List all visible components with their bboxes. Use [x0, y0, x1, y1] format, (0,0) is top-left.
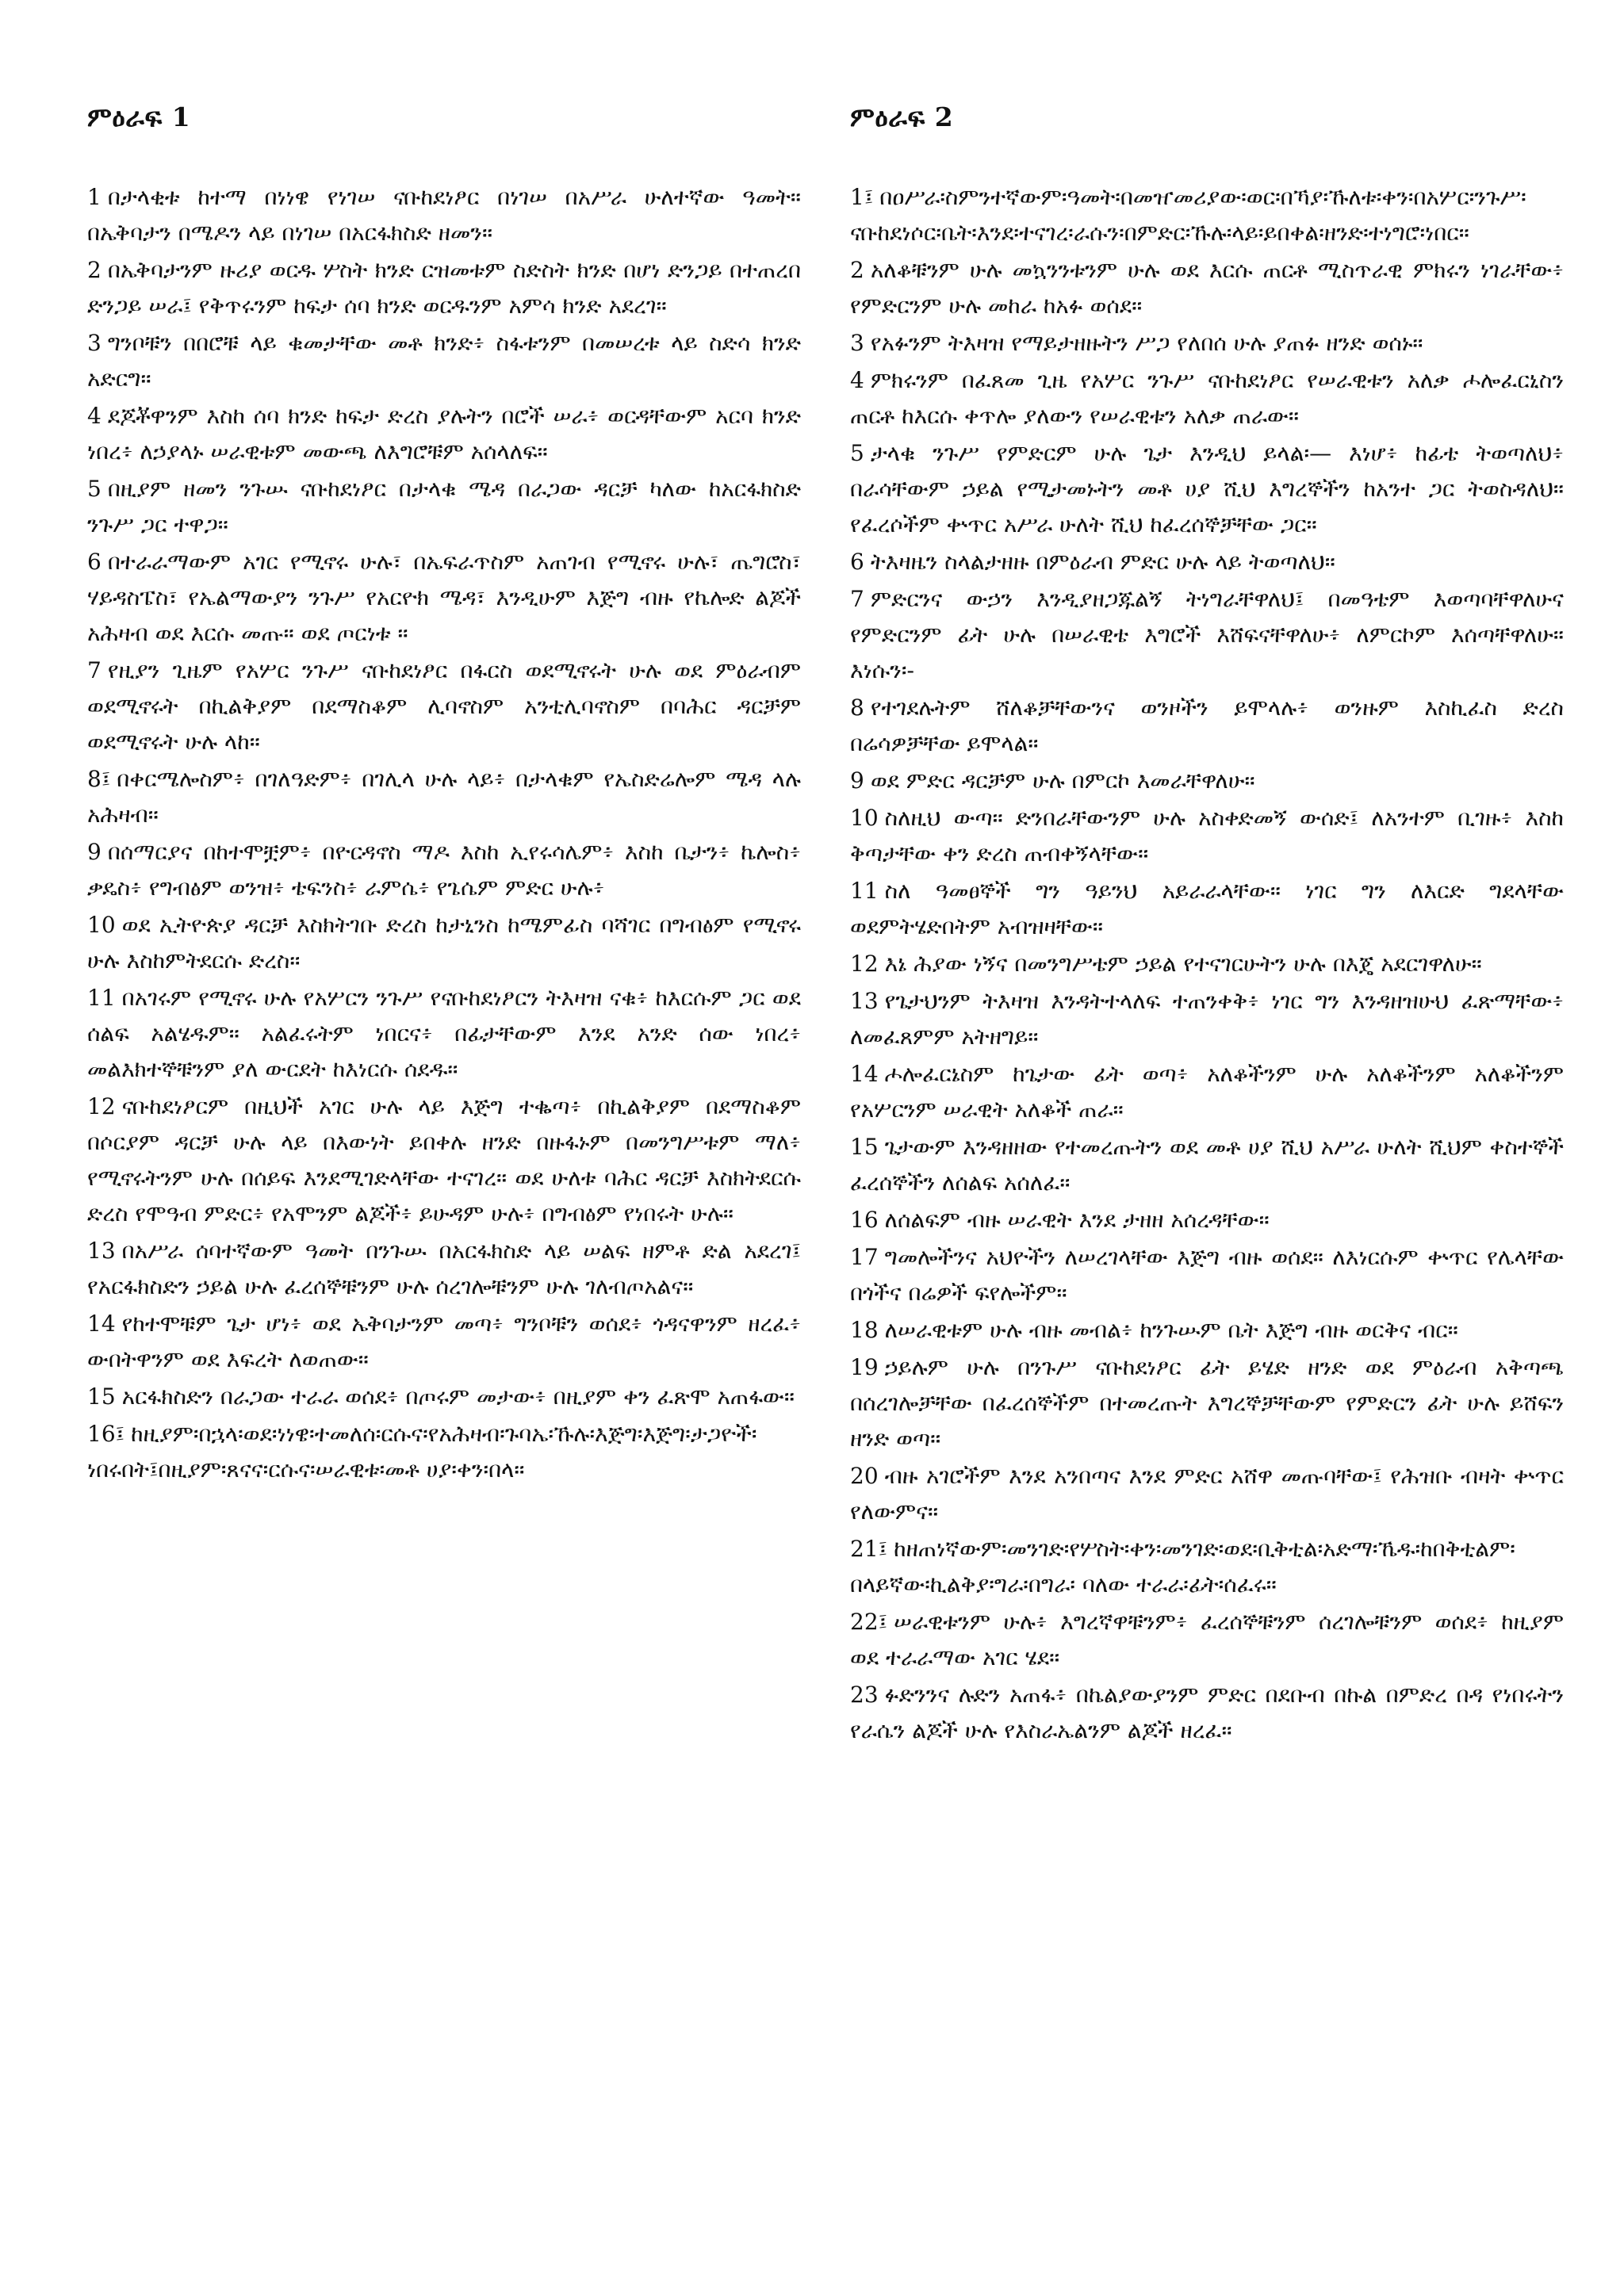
verse: [850, 1349, 1564, 1456]
verse: [850, 946, 1564, 982]
verse-number: 18: [850, 1317, 879, 1343]
verse: [850, 435, 1564, 542]
verse-text: በታላቂቱ ከተማ በነነዌ የነገሠ ናቡከደነፆር በነገሠ በአሥራ ሁለተኛው ዓመት። በኤቅባታን በሜዶን ላይ በነገሠ በአርፋክስድ ዘመን።: [87, 184, 801, 246]
verse-text: ኃይሉም ሁሉ በንጉሥ ናቡከደነፆር ፊት ይሄድ ዘንድ ወደ ምዕራብ አቅጣጫ በሰረገሎቻቸው በፈረሰኞችም በተመረጡት እግረኞቻቸውም የምድርን ፊት ሁሉ ይሸፍን ዘንድ ወጣ።: [850, 1354, 1564, 1452]
verse-number: 5: [87, 476, 102, 502]
verse-number: 17: [850, 1244, 879, 1270]
verse: [850, 873, 1564, 944]
verse: [87, 544, 801, 651]
verse: [87, 1379, 801, 1414]
verse: [87, 325, 801, 396]
verse-number: 13: [87, 1238, 116, 1264]
verse-number: 2: [87, 257, 102, 283]
chapter-2-column: [850, 101, 1564, 1750]
verse-text: ሠራዊቱንም ሁሉ፥ እግረኛዋቹንም፥ ፈረሰኞቹንም ሰረገሎቹንም ወሰደ፥ ከዚያም ወደ ተራራማው አገር ሄደ።: [850, 1609, 1564, 1670]
verse: [87, 1089, 801, 1231]
verse-number: 2: [850, 257, 864, 283]
verse-text: ለሠራዊቱም ሁሉ ብዙ መብል፥ ከንጉሡም ቤት እጅግ ብዙ ወርቅና ብር።: [884, 1317, 1458, 1343]
verse-number: 10: [87, 912, 116, 938]
verse-text: ደጆቾዋንም እስከ ሰባ ክንድ ከፍታ ድረስ ያሉትን በሮች ሠራ፥ ወርዳቸውም አርባ ክንድ ነበረ፥ ለኃያላኑ ሠራዊቱም መውጫ ለእግሮቹም አሰላለፍ።: [87, 403, 801, 465]
verse: [850, 179, 1564, 251]
verse-text: በቀርሜሎስም፥ በገለዓድም፥ በገሊላ ሁሉ ላይ፥ በታላቁም የኤስድሬሎም ሜዳ ላሉ አሕዛብ።: [87, 766, 801, 828]
verse-text: ከዚያም፡በኋላ፡ወደ፡ነነዌ፡ተመለሰ፡ርሱና፡የአሕዛብ፡ጉባኤ፡ኹሉ፡እጅግ፡እጅግ፡ታጋዮች፡ነበሩበት፤በዚያም፡ጸናና፡ርሱና፡ሠራዊቱ፡መቶ ሀያ፡ቀን፡በላ።: [87, 1421, 757, 1483]
verse-text: ሖሎፈርኔስም ከጌታው ፊት ወጣ፥ አለቆችንም ሁሉ አለቆችንም አለቆችንም የአሦርንም ሠራዊት አለቆች ጠራ።: [850, 1061, 1564, 1123]
verse-number: 6: [850, 549, 864, 575]
verse-number: 21፤: [850, 1536, 888, 1562]
verse-text: የከተሞቹም ጌታ ሆነ፥ ወደ ኤቅባታንም መጣ፥ ግንቦቹን ወሰደ፥ ጎዳናዋንም ዘረፈ፥ ውበትዋንም ወደ እፍረት ለወጠው።: [87, 1311, 801, 1372]
verse-text: በተራራማውም አገር የሚኖሩ ሁሉ፣ በኤፍራጥስም አጠገብ የሚኖሩ ሁሉ፣ ጤግሮስ፣ ሃይዳስፔስ፣ የኤልማውያን ንጉሥ የአርዮክ ሜዳ፣ እንዲሁም እጅግ ብዙ የኬሎድ ልጆች አሕዛብ ወደ እርሱ መጡ። ወደ ጦርነቱ ።: [87, 549, 801, 646]
verse: [850, 362, 1564, 434]
verse: [850, 252, 1564, 323]
verse-number: 4: [850, 367, 864, 393]
verse-number: 16: [850, 1207, 879, 1233]
chapter-1-verses: [87, 179, 801, 1487]
verse: [850, 1312, 1564, 1348]
verse-number: 20: [850, 1463, 879, 1489]
verse: [850, 1677, 1564, 1748]
verse-text: በዚያም ዘመን ንጉሡ ናቡከደነፆር በታላቁ ሜዳ በራጋው ዳርቻ ካለው ከአርፋክስድ ንጉሥ ጋር ተዋጋ።: [87, 476, 801, 538]
verse-number: 1: [87, 184, 102, 210]
verse: [850, 325, 1564, 361]
verse: [850, 1458, 1564, 1529]
chapter-1-column: [87, 101, 801, 1489]
verse-text: ስለዚህ ውጣ። ድንበራቸውንም ሁሉ አስቀድመኝ ውሰድ፤ ለአንተም ቢገዙ፥ እስከ ቅጣታቸው ቀን ድረስ ጠብቀኝላቸው።: [850, 805, 1564, 867]
verse-number: 4: [87, 403, 102, 429]
verse: [87, 471, 801, 542]
verse: [87, 1233, 801, 1304]
chapter-2-verses: [850, 179, 1564, 1748]
verse: [850, 581, 1564, 688]
verse-text: የተገደሉትም ሸለቆቻቸውንና ወንዞችን ይሞላሉ፥ ወንዙም እስኪፈስ ድረስ በሬሳዎቻቸው ይሞላል።: [850, 695, 1564, 756]
verse-number: 14: [87, 1311, 116, 1337]
verse: [850, 800, 1564, 871]
verse-number: 3: [850, 330, 864, 356]
verse: [87, 907, 801, 978]
verse: [87, 1416, 801, 1487]
verse-text: ከዘጠነኛውም፡መንገድ፡የሦስት፡ቀን፡መንገድ፡ወደ፡ቢቅቲል፡አድማ፡ኼዱ፡ከበቅቲልም፡በላይኛው፡ኪልቅያ፡ግራ፡በግራ፡ ባለው ተራራ፡ፊት፡ሰፈሩ።: [850, 1536, 1515, 1598]
verse-number: 19: [850, 1354, 879, 1380]
verse: [850, 690, 1564, 761]
verse-number: 11: [850, 878, 879, 904]
verse-number: 13: [850, 988, 879, 1014]
verse: [87, 761, 801, 832]
verse: [87, 179, 801, 251]
verse-number: 5: [850, 440, 864, 466]
verse: [87, 1306, 801, 1377]
verse-number: 10: [850, 805, 879, 831]
verse: [850, 1604, 1564, 1675]
verse-text: በዐሥራ፡ስምንተኛውም፡ዓመት፡በመዠመሪያው፡ወር፡በኻያ፡ኹለቱ፡ቀን፡በአሦር፡ንጉሥ፡ናቡከደነሶር፡ቤት፡እንደ፡ተናገረ፡ራሱን፡በምድር፡ኹሉ፡ላይ፡ይበቀል፡ዘንድ፡ተነግሮ፡ነበር።: [850, 184, 1526, 246]
verse-text: እኔ ሕያው ነኝና በመንግሥቴም ኃይል የተናገርሁትን ሁሉ በእጄ አደርገዋለሁ።: [884, 951, 1482, 977]
verse: [87, 398, 801, 469]
verse-text: ትእዛዜን ስላልታዘዙ በምዕራብ ምድር ሁሉ ላይ ትወጣለህ።: [870, 549, 1335, 575]
verse: [850, 1239, 1564, 1311]
verse-text: ወደ ኢትዮጵያ ዳርቻ እስክትገቡ ድረስ ከታኒንስ ከሜምፊስ ባሻገር በግብፅም የሚኖሩ ሁሉ እስከምትደርሱ ድረስ።: [87, 912, 801, 974]
verse: [850, 1129, 1564, 1200]
chapter-1-title: ምዕራፍ 1: [87, 101, 191, 132]
verse-number: 9: [87, 839, 102, 865]
verse-text: አለቆቹንም ሁሉ መኳንንቱንም ሁሉ ወደ እርሱ ጠርቶ ሚስጥራዊ ምክሩን ነገራቸው፥ የምድርንም ሁሉ መከራ ከአፉ ወሰደ።: [850, 257, 1564, 319]
verse-text: ናቡከደነፆርም በዚህች አገር ሁሉ ላይ እጅግ ተቈጣ፥ በኪልቅያም በደማስቆም በሶርያም ዳርቻ ሁሉ ላይ በእውነት ይበቀሉ ዘንድ በዙፋኑም በመንግሥቱም ማለ፥ የሚኖሩትንም ሁሉ በሰይፍ እንደሚገድላቸው ተናገረ። ወደ ሁለቱ ባሕር ዳርቻ እስክትደርሱ ድረስ የሞዓብ ምድር፥ የአሞንም ልጆች፥ ይሁዳም ሁሉ፥ በግብፅም የነበሩት ሁሉ።: [87, 1093, 801, 1226]
verse-text: ለሰልፍም ብዙ ሠራዊት እንደ ታዘዘ አሰረዳቸው።: [884, 1207, 1270, 1233]
verse-text: የዚያን ጊዜም የአሦር ንጉሥ ናቡከደነፆር በፋርስ ወደሚኖሩት ሁሉ ወደ ምዕራብም ወደሚኖሩት በኪልቅያም በደማስቆም ሊባኖስም አንቲሊባኖስም በባሕር ዳርቻም ወደሚኖሩት ሁሉ ላከ።: [87, 657, 801, 755]
verse: [850, 1056, 1564, 1127]
verse-text: ምድርንና ውኃን እንዲያዘጋጁልኝ ትነግራቸዋለህ፤ በመዓቴም እወጣባቸዋለሁና የምድርንም ፊት ሁሉ በሠራዊቴ እግሮች እሸፍናቸዋለሁ፥ ለምርኮም እሰጣቸዋለሁ። እነሱን፡-: [850, 586, 1564, 683]
verse-text: በአገሩም የሚኖሩ ሁሉ የአሦርን ንጉሥ የናቡከደነፆርን ትእዛዝ ናቁ፥ ከእርሱም ጋር ወደ ሰልፍ አልሄዱም። አልፈሩትም ነበርና፥ በፊታቸውም እንደ አንድ ሰው ነበረ፥ መልእክተኞቹንም ያለ ውርደት ከእነርሱ ሰደዱ።: [87, 985, 801, 1082]
verse: [850, 1202, 1564, 1238]
chapter-2-title: ምዕራፍ 2: [850, 101, 954, 132]
verse-number: 16፤: [87, 1421, 125, 1447]
verse-number: 7: [87, 657, 102, 683]
verse-number: 7: [850, 586, 864, 612]
verse: [87, 652, 801, 760]
verse: [850, 1531, 1564, 1602]
verse-number: 15: [87, 1383, 116, 1410]
verse-number: 9: [850, 767, 864, 794]
verse-number: 22፤: [850, 1609, 888, 1635]
verse-text: በሰማርያና በከተሞቿም፥ በዮርዳኖስ ማዶ እስከ ኢየሩሳሌም፥ እስከ ቤታን፥ ኬሎስ፥ ቃዴስ፥ የግብፅም ወንዝ፥ ቴፍንስ፥ ራምሴ፥ የጌሴም ምድር ሁሉ፥: [87, 839, 801, 901]
verse-text: ግመሎችንና አህዮችን ለሠረገላቸው እጅግ ብዙ ወሰደ። ለእነርሱም ቍጥር የሌላቸው በጎችና በሬዎች ፍየሎችም።: [850, 1244, 1564, 1306]
verse: [87, 252, 801, 323]
verse-number: 8፤: [87, 766, 111, 792]
verse-number: 23: [850, 1682, 879, 1708]
verse-number: 1፤: [850, 184, 874, 210]
verse-text: በኤቅባታንም ዙሪያ ወርዱ ሦስት ክንድ ርዝመቱም ስድስት ክንድ በሆነ ድንጋይ በተጠረበ ድንጋይ ሠራ፤ የቅጥሩንም ከፍታ ሰባ ክንድ ወርዱንም አምሳ ክንድ አደረገ።: [87, 257, 801, 319]
verse-text: ወደ ምድር ዳርቻም ሁሉ በምርኮ እመራቸዋለሁ።: [870, 767, 1255, 794]
verse: [850, 983, 1564, 1054]
verse-number: 12: [87, 1093, 116, 1119]
verse: [87, 834, 801, 905]
verse-text: የአፉንም ትእዛዝ የማይታዘዙትን ሥጋ የለበሰ ሁሉ ያጠፉ ዘንድ ወሰኑ።: [870, 330, 1423, 356]
verse-text: ምክሩንም በፈጸመ ጊዜ የአሦር ንጉሥ ናቡከደነፆር የሠራዊቱን አለቃ ሖሎፈርኒስን ጠርቶ ከእርሱ ቀጥሎ ያለውን የሠራዊቱን አለቃ ጠራው።: [850, 367, 1564, 429]
verse-text: የጌታህንም ትእዛዝ እንዳትተላለፍ ተጠንቀቅ፥ ነገር ግን እንዳዘዝሁህ ፈጽማቸው፥ ለመፈጸምም አትዘግይ።: [850, 988, 1564, 1050]
verse: [850, 763, 1564, 798]
verse-text: ፉድንንና ሉድን አጠፋ፥ በኬልያውያንም ምድር በደቡብ በኩል በምድረ በዳ የነበሩትን የራሴን ልጆች ሁሉ የእስራኤልንም ልጆች ዘረፈ።: [850, 1682, 1564, 1743]
verse-number: 6: [87, 549, 102, 575]
verse-number: 11: [87, 985, 116, 1011]
verse-text: ግንቦቹን በበሮቹ ላይ ቁመታቸው መቶ ክንድ፥ ስፋቱንም በመሠረቱ ላይ ስድሳ ክንድ አድርግ።: [87, 330, 801, 392]
verse-text: በአሥራ ሰባተኛውም ዓመት በንጉሡ በአርፋክስድ ላይ ሠልፍ ዘምቶ ድል አደረገ፤ የአርፋክስድን ኃይል ሁሉ ፈረሰኞቹንም ሁሉ ሰረገሎቹንም ሁሉ ገለብጦአልና።: [87, 1238, 801, 1299]
verse-text: ታላቁ ንጉሥ የምድርም ሁሉ ጌታ እንዲህ ይላል፡— እነሆ፥ ከፊቴ ትወጣለህ፥ በራሳቸውም ኃይል የሚታመኑትን መቶ ሀያ ሺህ እግረኞችን ከአንተ ጋር ትወስዳለህ። የፈረሶችም ቍጥር አሥራ ሁለት ሺህ ከፈረሰኞቻቸው ጋር።: [850, 440, 1564, 538]
verse-number: 12: [850, 951, 879, 977]
verse: [850, 544, 1564, 580]
verse-text: ጌታውም እንዳዘዘው የተመረጡትን ወደ መቶ ሀያ ሺህ አሥራ ሁለት ሺህም ቀስተኞች ፈረሰኞችን ለሰልፍ አሰለፈ።: [850, 1134, 1564, 1196]
verse-number: 3: [87, 330, 102, 356]
verse-text: ብዙ አገሮችም እንደ አንበጣና እንደ ምድር አሸዋ መጡባቸው፤ የሕዝቡ ብዛት ቍጥር የለውምና።: [850, 1463, 1564, 1525]
verse-text: አርፋክስድን በራጋው ተራራ ወሰደ፥ በጦሩም መታው፥ በዚያም ቀን ፈጽሞ አጠፋው።: [121, 1383, 795, 1410]
verse: [87, 980, 801, 1087]
verse-number: 15: [850, 1134, 879, 1160]
verse-text: ስለ ዓመፀኞች ግን ዓይንህ አይራራላቸው። ነገር ግን ለእርድ ግደላቸው ወደምትሄድበትም አብዝዛቸው።: [850, 878, 1564, 939]
verse-number: 8: [850, 695, 864, 721]
verse-number: 14: [850, 1061, 879, 1087]
